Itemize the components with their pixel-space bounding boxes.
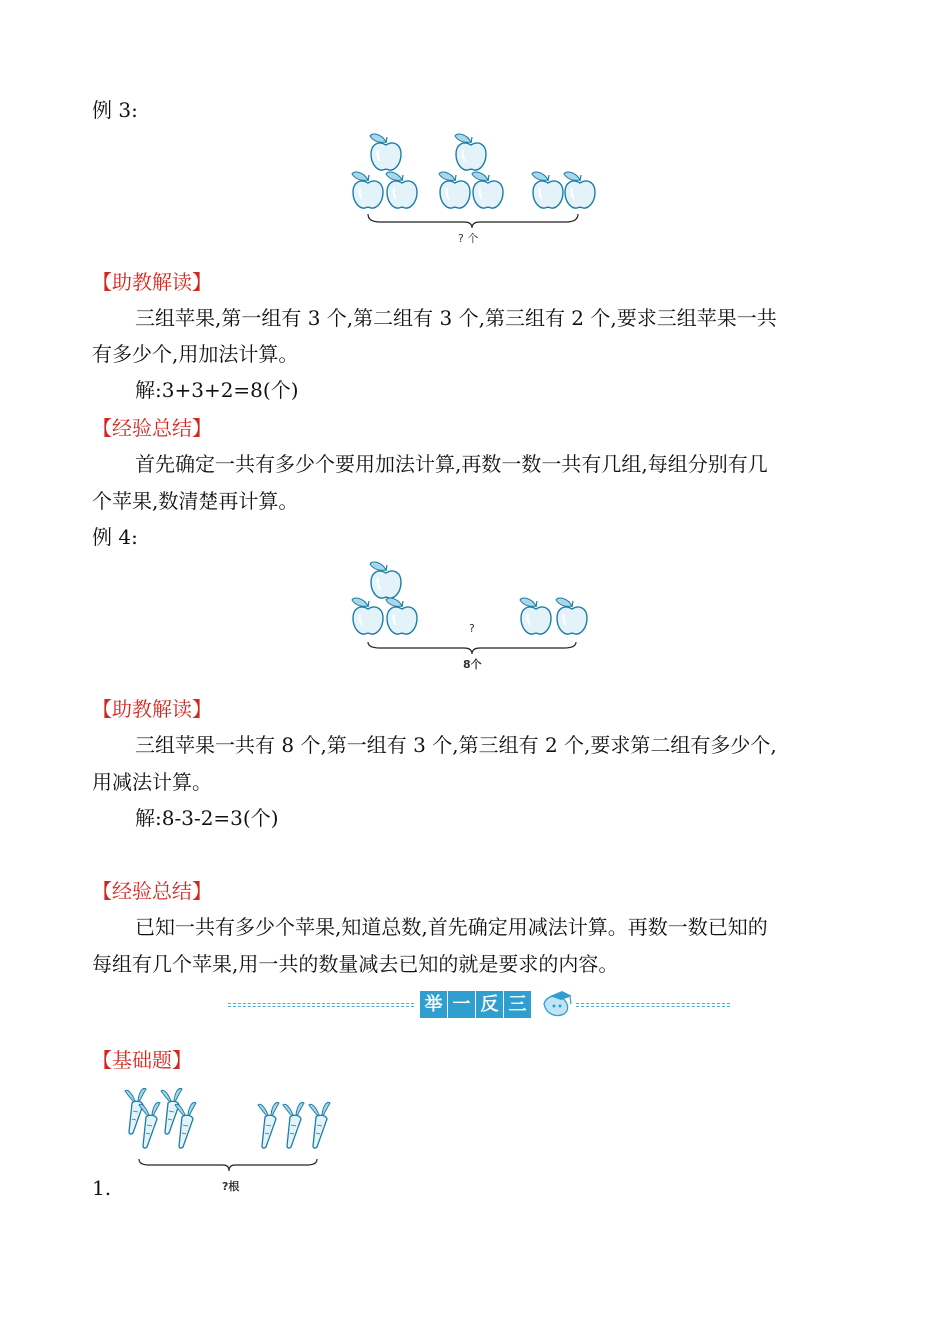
apple-icon: [472, 172, 503, 208]
solution-line: 解:3+3+2=8(个): [135, 378, 299, 402]
question-1-diagram-label: ?根: [222, 1180, 240, 1193]
example-3-diagram-label: ? 个: [458, 232, 479, 245]
section-heading-basic: 【基础题】: [92, 1048, 192, 1072]
apple-icon: [439, 172, 470, 208]
carrot-icon: [125, 1089, 146, 1135]
paragraph-line: 每组有几个苹果,用一共的数量减去已知的就是要求的内容。: [92, 952, 619, 976]
paragraph-line: 个苹果,数清楚再计算。: [92, 489, 299, 513]
banner-char: 反: [476, 991, 503, 1018]
paragraph-line: 三组苹果一共有 8 个,第一组有 3 个,第三组有 2 个,要求第二组有多少个,: [135, 733, 777, 757]
banner-char: 举: [420, 991, 447, 1018]
apple-icon: [370, 134, 401, 170]
section-heading-summary-2: 【经验总结】: [92, 879, 212, 903]
brace: [368, 642, 576, 654]
apple-icon: [386, 172, 417, 208]
example-4-label: 例 4:: [92, 525, 138, 549]
banner-rule-left: [228, 1003, 414, 1007]
apple-icon: [455, 134, 486, 170]
paragraph-line: 已知一共有多少个苹果,知道总数,首先确定用减法计算。再数一数已知的: [135, 915, 768, 939]
example-4-apple-diagram: [340, 560, 610, 670]
apple-icon: [556, 598, 587, 634]
example-4-diagram-question: ?: [469, 622, 475, 635]
paragraph-line: 首先确定一共有多少个要用加法计算,再数一数一共有几组,每组分别有几: [135, 452, 768, 476]
carrot-icon: [161, 1089, 182, 1135]
section-heading-assistant-1: 【助教解读】: [92, 270, 212, 294]
apple-icon: [520, 598, 551, 634]
question-1-number: 1.: [92, 1176, 112, 1200]
example-3-label: 例 3:: [92, 98, 138, 122]
carrot-icon: [175, 1103, 196, 1149]
apple-icon: [532, 172, 563, 208]
apple-icon: [352, 598, 383, 634]
carrot-icon: [283, 1103, 304, 1149]
apple-icon: [370, 562, 401, 598]
graduation-cap-icon: [542, 990, 574, 1018]
solution-line: 解:8-3-2=3(个): [135, 806, 279, 830]
apple-icon: [386, 598, 417, 634]
brace: [368, 214, 578, 228]
banner-char: 一: [448, 991, 475, 1018]
carrot-icon: [258, 1103, 279, 1149]
banner-rule-right: [576, 1003, 730, 1007]
apple-icon: [564, 172, 595, 208]
section-heading-assistant-2: 【助教解读】: [92, 697, 212, 721]
paragraph-line: 用减法计算。: [92, 770, 212, 794]
brace: [139, 1159, 317, 1171]
apple-icon: [352, 172, 383, 208]
paragraph-line: 三组苹果,第一组有 3 个,第二组有 3 个,第三组有 2 个,要求三组苹果一共: [135, 306, 777, 330]
paragraph-line: 有多少个,用加法计算。: [92, 342, 299, 366]
example-4-diagram-label: 8个: [463, 658, 482, 671]
carrot-icon: [309, 1103, 330, 1149]
question-1-carrot-diagram: [115, 1085, 345, 1175]
banner-char: 三: [504, 991, 531, 1018]
section-heading-summary-1: 【经验总结】: [92, 416, 212, 440]
carrot-icon: [139, 1103, 160, 1149]
banner-title: [420, 991, 531, 1018]
